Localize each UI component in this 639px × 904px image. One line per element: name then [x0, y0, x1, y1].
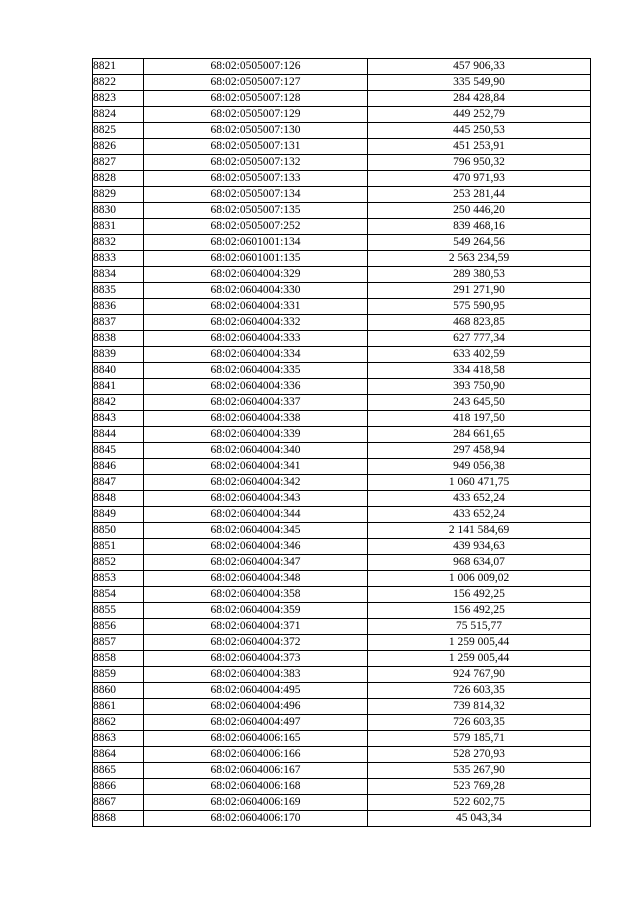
cadastral-number-cell: 68:02:0604004:347: [144, 555, 368, 571]
cadastral-value-cell: 528 270,93: [368, 747, 591, 763]
table-row: [93, 683, 591, 699]
row-number-cell: 8865: [93, 763, 144, 779]
cadastral-value-cell: 968 634,07: [368, 555, 591, 571]
table-row: [93, 571, 591, 587]
table-row: [93, 651, 591, 667]
row-number-cell: 8838: [93, 331, 144, 347]
cadastral-value-cell: 839 468,16: [368, 219, 591, 235]
cadastral-value-cell: 156 492,25: [368, 587, 591, 603]
cadastral-value-cell: 470 971,93: [368, 171, 591, 187]
table-row: [93, 395, 591, 411]
cadastral-value-cell: 433 652,24: [368, 491, 591, 507]
table-row: [93, 779, 591, 795]
table-row: [93, 91, 591, 107]
table-row: [93, 795, 591, 811]
cadastral-number-cell: 68:02:0604006:166: [144, 747, 368, 763]
cadastral-value-cell: 739 814,32: [368, 699, 591, 715]
cadastral-number-cell: 68:02:0505007:130: [144, 123, 368, 139]
table-row: [93, 123, 591, 139]
row-number-cell: 8851: [93, 539, 144, 555]
cadastral-number-cell: 68:02:0505007:252: [144, 219, 368, 235]
table-body: [93, 59, 591, 827]
table-row: [93, 731, 591, 747]
cadastral-number-cell: 68:02:0505007:129: [144, 107, 368, 123]
cadastral-number-cell: 68:02:0601001:135: [144, 251, 368, 267]
row-number-cell: 8835: [93, 283, 144, 299]
table-row: [93, 523, 591, 539]
table-row: [93, 715, 591, 731]
cadastral-value-cell: 393 750,90: [368, 379, 591, 395]
row-number-cell: 8863: [93, 731, 144, 747]
cadastral-value-cell: 253 281,44: [368, 187, 591, 203]
row-number-cell: 8837: [93, 315, 144, 331]
row-number-cell: 8858: [93, 651, 144, 667]
cadastral-number-cell: 68:02:0604004:329: [144, 267, 368, 283]
cadastral-value-cell: 284 661,65: [368, 427, 591, 443]
cadastral-number-cell: 68:02:0505007:131: [144, 139, 368, 155]
table-row: [93, 507, 591, 523]
table-row: [93, 251, 591, 267]
table-row: [93, 539, 591, 555]
cadastral-number-cell: 68:02:0505007:132: [144, 155, 368, 171]
cadastral-number-cell: 68:02:0604006:170: [144, 811, 368, 827]
cadastral-value-cell: 334 418,58: [368, 363, 591, 379]
cadastral-number-cell: 68:02:0604004:383: [144, 667, 368, 683]
table-row: [93, 219, 591, 235]
table-row: [93, 475, 591, 491]
row-number-cell: 8832: [93, 235, 144, 251]
cadastral-value-cell: 523 769,28: [368, 779, 591, 795]
cadastral-value-cell: 575 590,95: [368, 299, 591, 315]
table-row: [93, 155, 591, 171]
table-row: [93, 187, 591, 203]
cadastral-value-cell: 726 603,35: [368, 683, 591, 699]
cadastral-value-cell: 45 043,34: [368, 811, 591, 827]
table-row: [93, 363, 591, 379]
row-number-cell: 8833: [93, 251, 144, 267]
cadastral-value-cell: 579 185,71: [368, 731, 591, 747]
cadastral-number-cell: 68:02:0604004:359: [144, 603, 368, 619]
table-row: [93, 75, 591, 91]
table-row: [93, 763, 591, 779]
row-number-cell: 8846: [93, 459, 144, 475]
row-number-cell: 8864: [93, 747, 144, 763]
table-row: [93, 427, 591, 443]
row-number-cell: 8828: [93, 171, 144, 187]
table-row: [93, 267, 591, 283]
cadastral-number-cell: 68:02:0604004:344: [144, 507, 368, 523]
cadastral-number-cell: 68:02:0604006:165: [144, 731, 368, 747]
row-number-cell: 8826: [93, 139, 144, 155]
cadastral-number-cell: 68:02:0505007:127: [144, 75, 368, 91]
cadastral-number-cell: 68:02:0604004:338: [144, 411, 368, 427]
row-number-cell: 8854: [93, 587, 144, 603]
cadastral-number-cell: 68:02:0604004:496: [144, 699, 368, 715]
cadastral-value-cell: 1 259 005,44: [368, 635, 591, 651]
row-number-cell: 8842: [93, 395, 144, 411]
row-number-cell: 8850: [93, 523, 144, 539]
cadastral-value-cell: 451 253,91: [368, 139, 591, 155]
row-number-cell: 8868: [93, 811, 144, 827]
cadastral-number-cell: 68:02:0604004:340: [144, 443, 368, 459]
cadastral-value-cell: 284 428,84: [368, 91, 591, 107]
cadastral-number-cell: 68:02:0604004:335: [144, 363, 368, 379]
table-row: [93, 635, 591, 651]
cadastral-value-cell: 243 645,50: [368, 395, 591, 411]
cadastral-number-cell: 68:02:0604004:373: [144, 651, 368, 667]
row-number-cell: 8834: [93, 267, 144, 283]
cadastral-number-cell: 68:02:0604004:358: [144, 587, 368, 603]
cadastral-number-cell: 68:02:0604004:372: [144, 635, 368, 651]
row-number-cell: 8862: [93, 715, 144, 731]
table-row: [93, 747, 591, 763]
row-number-cell: 8867: [93, 795, 144, 811]
row-number-cell: 8829: [93, 187, 144, 203]
cadastral-number-cell: 68:02:0604004:333: [144, 331, 368, 347]
table-row: [93, 619, 591, 635]
table-row: [93, 59, 591, 75]
cadastral-value-cell: 468 823,85: [368, 315, 591, 331]
row-number-cell: 8841: [93, 379, 144, 395]
cadastral-number-cell: 68:02:0604004:346: [144, 539, 368, 555]
cadastral-value-cell: 457 906,33: [368, 59, 591, 75]
cadastral-number-cell: 68:02:0505007:128: [144, 91, 368, 107]
row-number-cell: 8866: [93, 779, 144, 795]
cadastral-number-cell: 68:02:0604004:330: [144, 283, 368, 299]
table-row: [93, 699, 591, 715]
cadastral-value-cell: 250 446,20: [368, 203, 591, 219]
table-row: [93, 379, 591, 395]
cadastral-number-cell: 68:02:0604004:345: [144, 523, 368, 539]
cadastral-number-cell: 68:02:0604004:371: [144, 619, 368, 635]
row-number-cell: 8847: [93, 475, 144, 491]
table-row: [93, 299, 591, 315]
row-number-cell: 8823: [93, 91, 144, 107]
cadastral-value-cell: 2 141 584,69: [368, 523, 591, 539]
table-row: [93, 555, 591, 571]
row-number-cell: 8855: [93, 603, 144, 619]
table-row: [93, 315, 591, 331]
cadastral-number-cell: 68:02:0505007:135: [144, 203, 368, 219]
cadastral-number-cell: 68:02:0505007:126: [144, 59, 368, 75]
row-number-cell: 8859: [93, 667, 144, 683]
cadastral-value-cell: 449 252,79: [368, 107, 591, 123]
row-number-cell: 8849: [93, 507, 144, 523]
row-number-cell: 8843: [93, 411, 144, 427]
cadastral-value-cell: 627 777,34: [368, 331, 591, 347]
cadastral-value-cell: 433 652,24: [368, 507, 591, 523]
table-row: [93, 139, 591, 155]
row-number-cell: 8836: [93, 299, 144, 315]
cadastral-number-cell: 68:02:0604004:337: [144, 395, 368, 411]
row-number-cell: 8853: [93, 571, 144, 587]
cadastral-value-cell: 75 515,77: [368, 619, 591, 635]
cadastral-value-cell: 522 602,75: [368, 795, 591, 811]
cadastral-value-cell: 633 402,59: [368, 347, 591, 363]
row-number-cell: 8844: [93, 427, 144, 443]
row-number-cell: 8856: [93, 619, 144, 635]
row-number-cell: 8861: [93, 699, 144, 715]
table-row: [93, 283, 591, 299]
cadastral-value-cell: 289 380,53: [368, 267, 591, 283]
cadastral-value-cell: 335 549,90: [368, 75, 591, 91]
cadastral-value-cell: 439 934,63: [368, 539, 591, 555]
cadastral-number-cell: 68:02:0604004:336: [144, 379, 368, 395]
cadastral-number-cell: 68:02:0604004:348: [144, 571, 368, 587]
cadastral-value-cell: 418 197,50: [368, 411, 591, 427]
cadastral-number-cell: 68:02:0604004:342: [144, 475, 368, 491]
cadastral-number-cell: 68:02:0601001:134: [144, 235, 368, 251]
cadastral-value-cell: 535 267,90: [368, 763, 591, 779]
cadastral-number-cell: 68:02:0604004:341: [144, 459, 368, 475]
row-number-cell: 8845: [93, 443, 144, 459]
row-number-cell: 8821: [93, 59, 144, 75]
cadastral-number-cell: 68:02:0604004:339: [144, 427, 368, 443]
row-number-cell: 8857: [93, 635, 144, 651]
row-number-cell: 8852: [93, 555, 144, 571]
cadastral-value-cell: 291 271,90: [368, 283, 591, 299]
row-number-cell: 8825: [93, 123, 144, 139]
row-number-cell: 8827: [93, 155, 144, 171]
cadastral-value-cell: 2 563 234,59: [368, 251, 591, 267]
cadastral-number-cell: 68:02:0604006:168: [144, 779, 368, 795]
table-row: [93, 667, 591, 683]
cadastral-value-cell: 1 060 471,75: [368, 475, 591, 491]
table-row: [93, 171, 591, 187]
cadastral-value-cell: 445 250,53: [368, 123, 591, 139]
row-number-cell: 8822: [93, 75, 144, 91]
table-row: [93, 459, 591, 475]
cadastral-value-cell: 796 950,32: [368, 155, 591, 171]
cadastral-number-cell: 68:02:0604006:167: [144, 763, 368, 779]
cadastral-value-cell: 549 264,56: [368, 235, 591, 251]
cadastral-number-cell: 68:02:0604004:331: [144, 299, 368, 315]
table-row: [93, 347, 591, 363]
table-row: [93, 811, 591, 827]
cadastral-value-cell: 726 603,35: [368, 715, 591, 731]
cadastral-value-cell: 949 056,38: [368, 459, 591, 475]
cadastral-number-cell: 68:02:0604004:495: [144, 683, 368, 699]
cadastral-number-cell: 68:02:0604004:334: [144, 347, 368, 363]
cadastral-number-cell: 68:02:0604004:343: [144, 491, 368, 507]
cadastral-number-cell: 68:02:0604004:332: [144, 315, 368, 331]
table-row: [93, 411, 591, 427]
row-number-cell: 8848: [93, 491, 144, 507]
table-row: [93, 331, 591, 347]
cadastral-value-cell: 297 458,94: [368, 443, 591, 459]
cadastral-number-cell: 68:02:0604006:169: [144, 795, 368, 811]
row-number-cell: 8839: [93, 347, 144, 363]
table-row: [93, 491, 591, 507]
table-row: [93, 235, 591, 251]
cadastral-value-table: [92, 58, 591, 827]
row-number-cell: 8830: [93, 203, 144, 219]
table-row: [93, 107, 591, 123]
table-row: [93, 603, 591, 619]
cadastral-value-cell: 156 492,25: [368, 603, 591, 619]
row-number-cell: 8860: [93, 683, 144, 699]
table-row: [93, 443, 591, 459]
row-number-cell: 8831: [93, 219, 144, 235]
table-row: [93, 587, 591, 603]
row-number-cell: 8824: [93, 107, 144, 123]
cadastral-number-cell: 68:02:0505007:134: [144, 187, 368, 203]
cadastral-number-cell: 68:02:0604004:497: [144, 715, 368, 731]
table-row: [93, 203, 591, 219]
cadastral-value-cell: 1 006 009,02: [368, 571, 591, 587]
cadastral-value-cell: 924 767,90: [368, 667, 591, 683]
cadastral-value-cell: 1 259 005,44: [368, 651, 591, 667]
cadastral-number-cell: 68:02:0505007:133: [144, 171, 368, 187]
row-number-cell: 8840: [93, 363, 144, 379]
